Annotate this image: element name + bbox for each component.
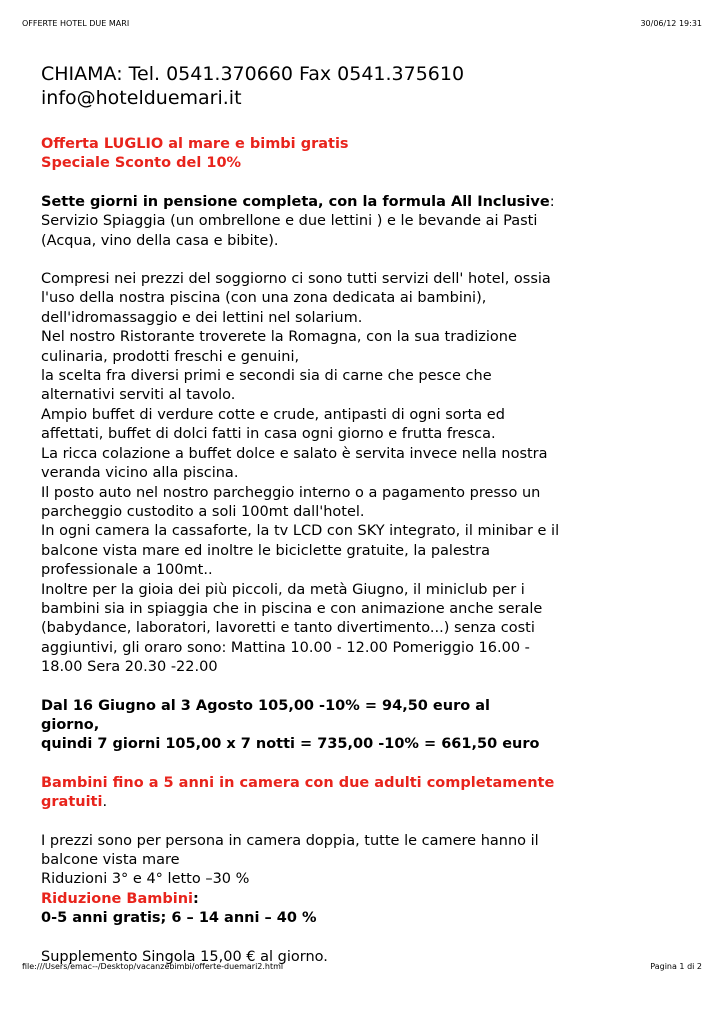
offer-line-2: Speciale Sconto del 10% xyxy=(41,155,242,172)
description-line: veranda vicino alla piscina. xyxy=(41,465,239,482)
print-header-datetime: 30/06/12 19:31 xyxy=(640,19,702,28)
description-line: Il posto auto nel nostro parcheggio interno o a pagamento presso un xyxy=(41,484,541,501)
description-line: aggiuntivi, gli oraro sono: Mattina 10.00 - 12.00 Pomeriggio 16.00 - xyxy=(41,639,530,656)
description-line: dell'idromassaggio e dei lettini nel solarium. xyxy=(41,309,363,326)
description-line: professionale a 100mt.. xyxy=(41,562,213,579)
prices-info-line-2: balcone vista mare xyxy=(41,852,180,868)
children-free-paragraph xyxy=(41,774,681,813)
all-inclusive-title: Sette giorni in pensione completa, con la formula All Inclusive xyxy=(41,193,550,210)
children-reduction-values: 0-5 anni gratis; 6 – 14 anni – 40 % xyxy=(41,910,317,927)
contact-email: info@hotelduemari.it xyxy=(41,87,242,109)
pricing-line-2: giorno, xyxy=(41,716,100,733)
description-line: (babydance, laboratori, lavoretti e tanto divertimento...) senza costi xyxy=(41,620,535,637)
pricing-paragraph xyxy=(41,697,681,755)
single-supplement: Supplemento Singola 15,00 € al giorno. xyxy=(41,948,328,965)
offer-line-1: Offerta LUGLIO al mare e bimbi gratis xyxy=(41,136,349,152)
children-free-period: . xyxy=(102,794,108,811)
description-paragraph xyxy=(41,270,681,678)
description-line: culinaria, prodotti freschi e genuini, xyxy=(41,348,300,365)
description-line: parcheggio custodito a soli 100mt dall'hotel. xyxy=(41,503,365,520)
description-line: Ampio buffet di verdure cotte e crude, antipasti di ogni sorta ed xyxy=(41,406,505,423)
description-line: Compresi nei prezzi del soggiorno ci sono tutti servizi dell' hotel, ossia xyxy=(41,271,551,288)
contact-title xyxy=(41,62,681,110)
description-line: balcone vista mare ed inoltre le biciclette gratuite, la palestra xyxy=(41,542,490,559)
prices-info-line-3: Riduzioni 3° e 4° letto –30 % xyxy=(41,871,250,888)
children-reduction-colon: : xyxy=(193,890,199,907)
print-footer-page-number: Pagina 1 di 2 xyxy=(650,962,702,971)
children-free-line-1: Bambini fino a 5 anni in camera con due adulti completamente xyxy=(41,774,555,791)
all-inclusive-colon: : xyxy=(549,193,555,210)
all-inclusive-line-2: Servizio Spiaggia (un ombrellone e due lettini ) e le bevande ai Pasti xyxy=(41,213,538,230)
print-header-title: OFFERTE HOTEL DUE MARI xyxy=(22,19,130,28)
contact-phone-line: CHIAMA: Tel. 0541.370660 Fax 0541.375610 xyxy=(41,63,465,85)
print-footer-url: file:///Users/emac--/Desktop/vacanzebimbi/offerte-duemari2.html xyxy=(22,962,284,971)
offer-heading xyxy=(41,135,681,174)
description-line: la scelta fra diversi primi e secondi sia di carne che pesce che xyxy=(41,368,492,385)
description-line: bambini sia in spiaggia che in piscina e con animazione anche serale xyxy=(41,600,543,617)
pricing-line-1: Dal 16 Giugno al 3 Agosto 105,00 -10% = 94,50 euro al xyxy=(41,697,491,714)
description-line: Nel nostro Ristorante troverete la Romagna, con la sua tradizione xyxy=(41,329,517,346)
children-free-line-2: gratuiti xyxy=(41,794,103,811)
pricing-line-3: quindi 7 giorni 105,00 x 7 notti = 735,00 -10% = 661,50 euro xyxy=(41,736,540,753)
page-content xyxy=(41,62,681,967)
children-reduction-label: Riduzione Bambini xyxy=(41,890,194,907)
description-line: 18.00 Sera 20.30 -22.00 xyxy=(41,659,218,676)
prices-info-line-1: I prezzi sono per persona in camera doppia, tutte le camere hanno il xyxy=(41,832,539,849)
description-line: l'uso della nostra piscina (con una zona dedicata ai bambini), xyxy=(41,290,487,307)
description-line: La ricca colazione a buffet dolce e salato è servita invece nella nostra xyxy=(41,445,548,462)
prices-info-paragraph xyxy=(41,832,681,929)
description-line: alternativi serviti al tavolo. xyxy=(41,387,236,404)
all-inclusive-paragraph xyxy=(41,193,681,251)
description-line: affettati, buffet di dolci fatti in casa ogni giorno e frutta fresca. xyxy=(41,426,496,443)
description-line: In ogni camera la cassaforte, la tv LCD con SKY integrato, il minibar e il xyxy=(41,523,560,540)
all-inclusive-line-3: (Acqua, vino della casa e bibite). xyxy=(41,232,279,249)
description-line: Inoltre per la gioia dei più piccoli, da metà Giugno, il miniclub per i xyxy=(41,581,525,598)
